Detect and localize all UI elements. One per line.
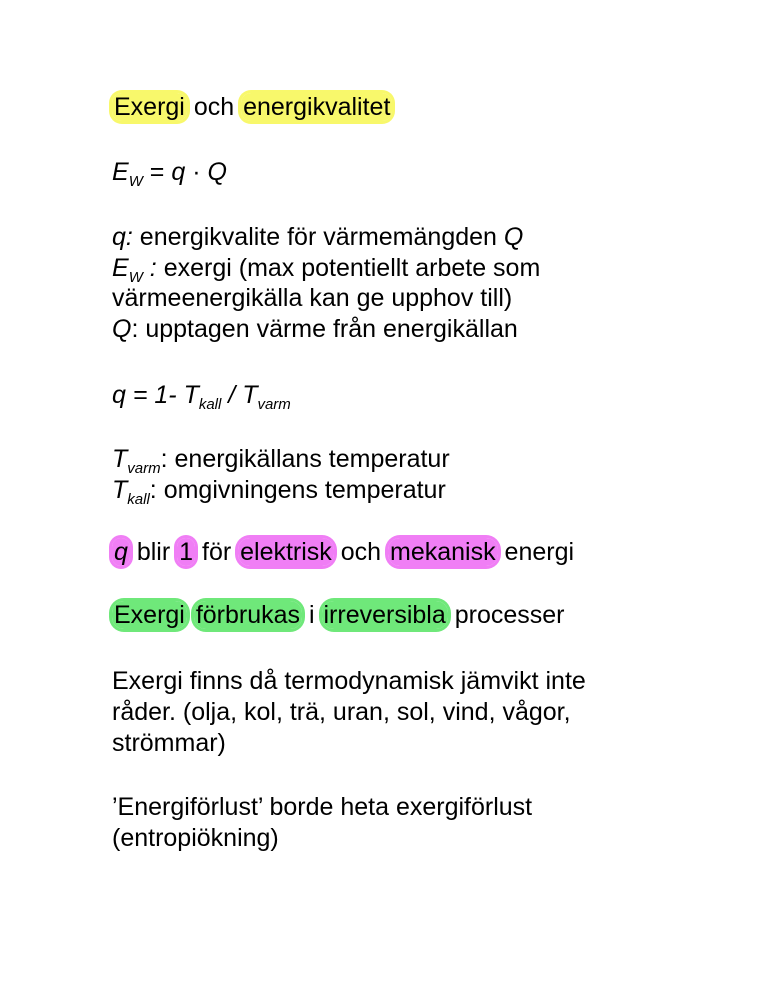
word-blir: blir xyxy=(129,538,178,566)
tkall-T: T xyxy=(112,476,128,504)
paragraph2-line2: (entropiökning) xyxy=(112,824,279,852)
def-q-symbol: q: xyxy=(112,223,133,251)
formula-q-lhs: q = 1- T xyxy=(112,381,199,409)
subscript-w: W xyxy=(128,173,143,190)
formula-q xyxy=(112,380,291,413)
symbol-Q: Q xyxy=(207,158,227,186)
def-Q-text: : upptagen värme från energikällan xyxy=(131,315,518,343)
highlight-exergi-green: Exergi xyxy=(114,601,185,629)
word-i: i xyxy=(302,601,322,629)
paragraph1-line3: strömmar) xyxy=(112,729,226,757)
def-q-text: energikvalite för värmemängden xyxy=(132,223,504,251)
def-ew-sub: W xyxy=(128,269,143,286)
def-q-Q: Q xyxy=(503,223,524,251)
definition-ew-cont: värmeenergikälla kan ge upphov till) xyxy=(112,284,513,312)
highlight-1: 1 xyxy=(179,538,194,566)
paragraph1-line1: Exergi finns då termodynamisk jämvikt inte xyxy=(112,667,586,695)
tvarm-T: T xyxy=(112,445,128,473)
paragraph2-line1: ’Energiförlust’ borde heta exergiförlust xyxy=(112,793,533,821)
highlight-energikvalitet: energikvalitet xyxy=(243,93,391,121)
highlight-q: q xyxy=(114,538,128,566)
highlight-elektrisk: elektrisk xyxy=(240,538,332,566)
word-energi: energi xyxy=(497,538,575,566)
tvarm-text: : energikällans temperatur xyxy=(160,445,450,473)
definition-Q xyxy=(112,314,518,344)
word-och: och xyxy=(333,538,389,566)
tkall-sub: kall xyxy=(127,491,150,508)
line-exergi-forbrukas xyxy=(112,600,564,630)
symbol-q: q xyxy=(171,158,186,186)
sub-kall: kall xyxy=(198,396,222,413)
symbol-e: E xyxy=(112,158,129,186)
equals: = xyxy=(142,158,172,186)
def-Q-symbol: Q xyxy=(112,315,132,343)
word-for: för xyxy=(195,538,239,566)
highlight-irreversibla: irreversibla xyxy=(323,601,446,629)
dot: · xyxy=(185,158,208,186)
definition-tkall xyxy=(112,475,446,508)
tvarm-sub: varm xyxy=(127,460,161,477)
def-ew-symbol: E xyxy=(112,254,129,282)
page-title xyxy=(112,92,392,122)
title-och: och xyxy=(193,93,235,121)
formula-exergy xyxy=(112,157,227,190)
def-ew-colon: : xyxy=(142,254,157,282)
highlight-exergi: Exergi xyxy=(114,93,185,121)
tkall-text: : omgivningens temperatur xyxy=(149,476,446,504)
definition-ew xyxy=(112,253,541,286)
highlight-forbrukas: förbrukas xyxy=(195,601,301,629)
formula-q-slash: / T xyxy=(221,381,258,409)
line-q-blir xyxy=(112,537,574,567)
word-processer: processer xyxy=(447,601,565,629)
sub-varm: varm xyxy=(257,396,291,413)
paragraph1-line2: råder. (olja, kol, trä, uran, sol, vind, vågor, xyxy=(112,698,571,726)
highlight-mekanisk: mekanisk xyxy=(390,538,496,566)
definition-q xyxy=(112,222,523,252)
def-ew-text1: exergi (max potentiellt arbete som xyxy=(156,254,541,282)
definition-tvarm xyxy=(112,444,450,477)
